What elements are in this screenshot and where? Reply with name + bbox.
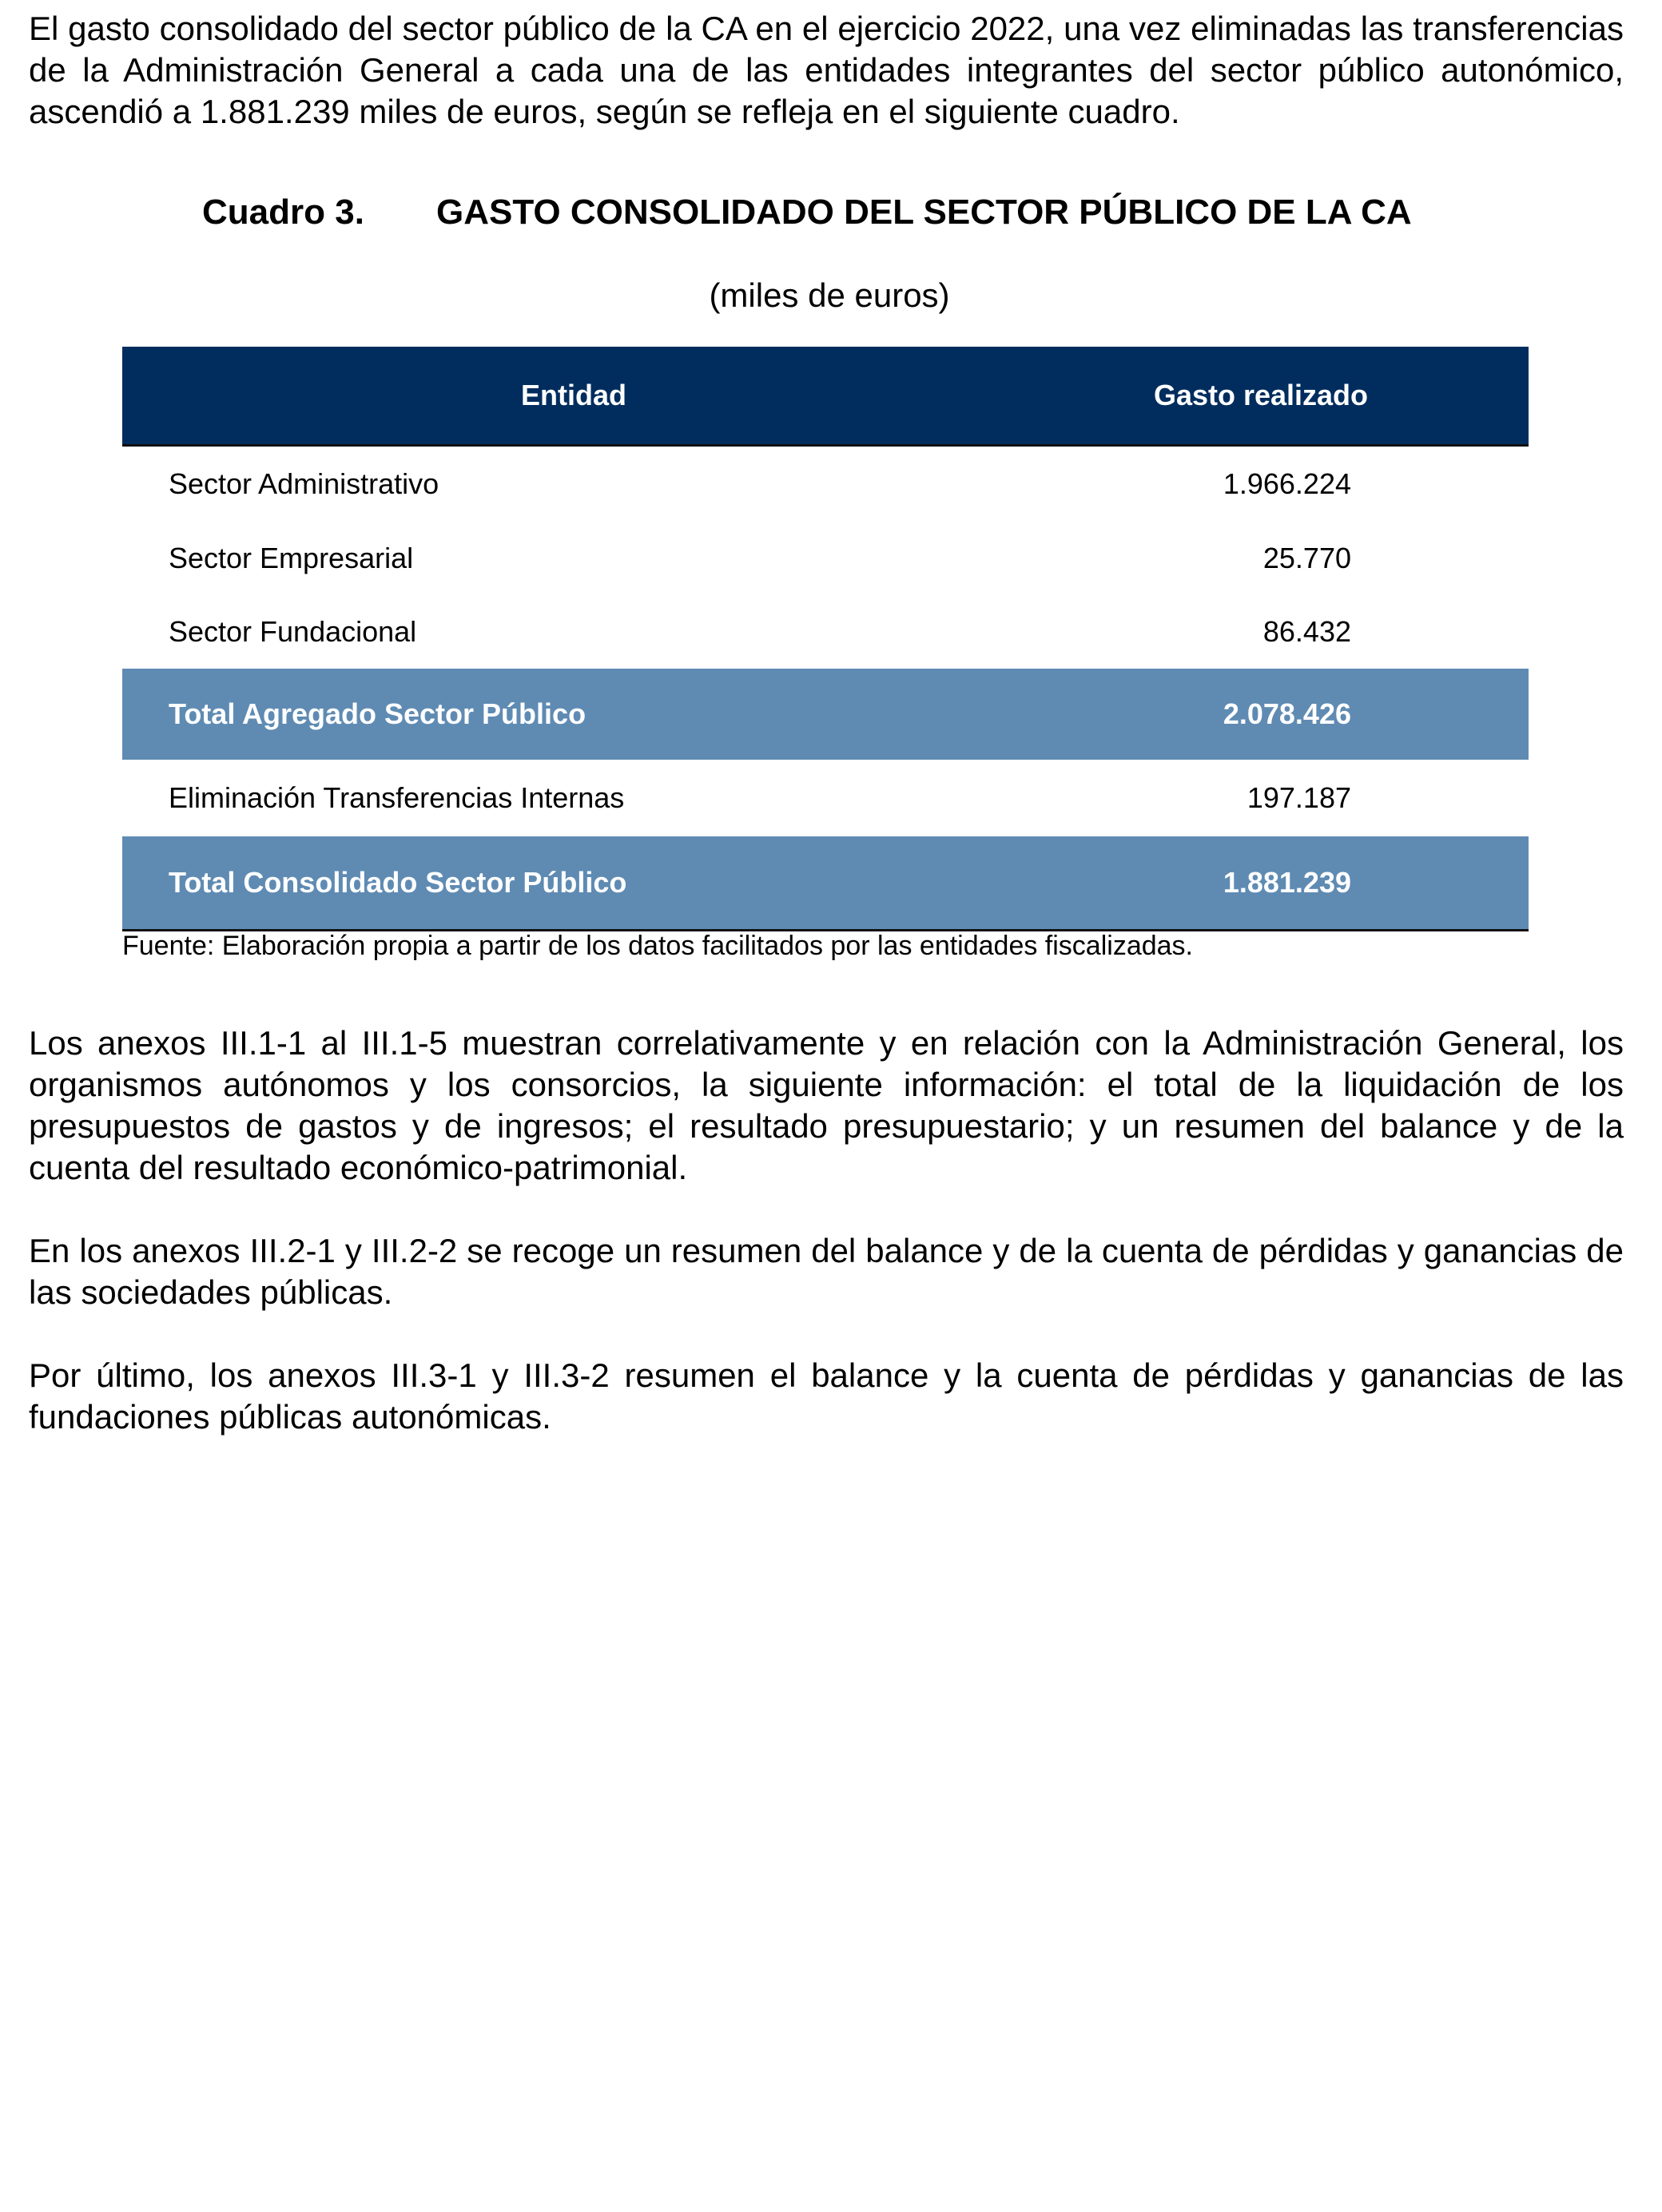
row-entity: Sector Fundacional: [169, 615, 417, 648]
row-entity: Sector Empresarial: [169, 542, 414, 574]
table-units-label: (miles de euros): [709, 276, 950, 314]
header-entity: Entidad: [122, 347, 1025, 446]
total-consolidated-row: [122, 836, 1529, 931]
total-aggregate-row: [122, 669, 1529, 760]
table-caption-title: GASTO CONSOLIDADO DEL SECTOR PÚBLICO DE LA CA: [436, 193, 1412, 232]
total-aggregate-label: Total Agregado Sector Público: [122, 669, 1025, 760]
header-spending: Gasto realizado: [1025, 347, 1529, 446]
body-paragraph: En los anexos III.2-1 y III.2-2 se recoge un resumen del balance y de la cuenta de pérdidas y ganancias de las sociedades públicas.: [29, 1232, 1624, 1311]
table-row: [122, 595, 1529, 669]
row-value: 25.770: [1262, 542, 1351, 574]
total-consolidated-value: 1.881.239: [1025, 836, 1529, 931]
elimination-value: 197.187: [1246, 781, 1351, 814]
table-units: [0, 273, 1662, 318]
row-entity: Sector Administrativo: [169, 467, 439, 500]
elimination-label: Eliminación Transferencias Internas: [169, 781, 625, 814]
table-row: [122, 522, 1529, 595]
consolidated-spending-table: [122, 347, 1529, 931]
row-value: 86.432: [1262, 615, 1351, 648]
intro-paragraph: El gasto consolidado del sector público de la CA en el ejercicio 2022, una vez eliminadas las transferencias de la Administración General a cada una de las entidades integrantes del sector público autonómico, ascendió a 1.881.239 miles de euros, según se refleja en el siguiente cuadro.: [29, 10, 1624, 130]
total-aggregate-value: 2.078.426: [1025, 669, 1529, 760]
body-paragraph: Por último, los anexos III.3-1 y III.3-2 resumen el balance y la cuenta de pérdidas y ganancias de las fundaciones públicas autonómicas.: [29, 1356, 1624, 1436]
table-header-row: [122, 347, 1529, 446]
elimination-row: [122, 760, 1529, 836]
table-source-note: Fuente: Elaboración propia a partir de los datos facilitados por las entidades fiscalizadas.: [122, 931, 1193, 961]
table-caption-number: Cuadro 3.: [202, 193, 364, 232]
total-consolidated-label: Total Consolidado Sector Público: [122, 836, 1025, 931]
table-row: [122, 446, 1529, 522]
body-paragraph: Los anexos III.1-1 al III.1-5 muestran correlativamente y en relación con la Administración General, los organismos autónomos y los consorcios, la siguiente información: el total de la liquidación de los presupuestos de gastos y de ingresos; el resultado presupuestario; y un resumen del balance y de la cuenta del resultado económico-patrimonial.: [29, 1024, 1624, 1186]
row-value: 1.966.224: [1223, 467, 1351, 500]
